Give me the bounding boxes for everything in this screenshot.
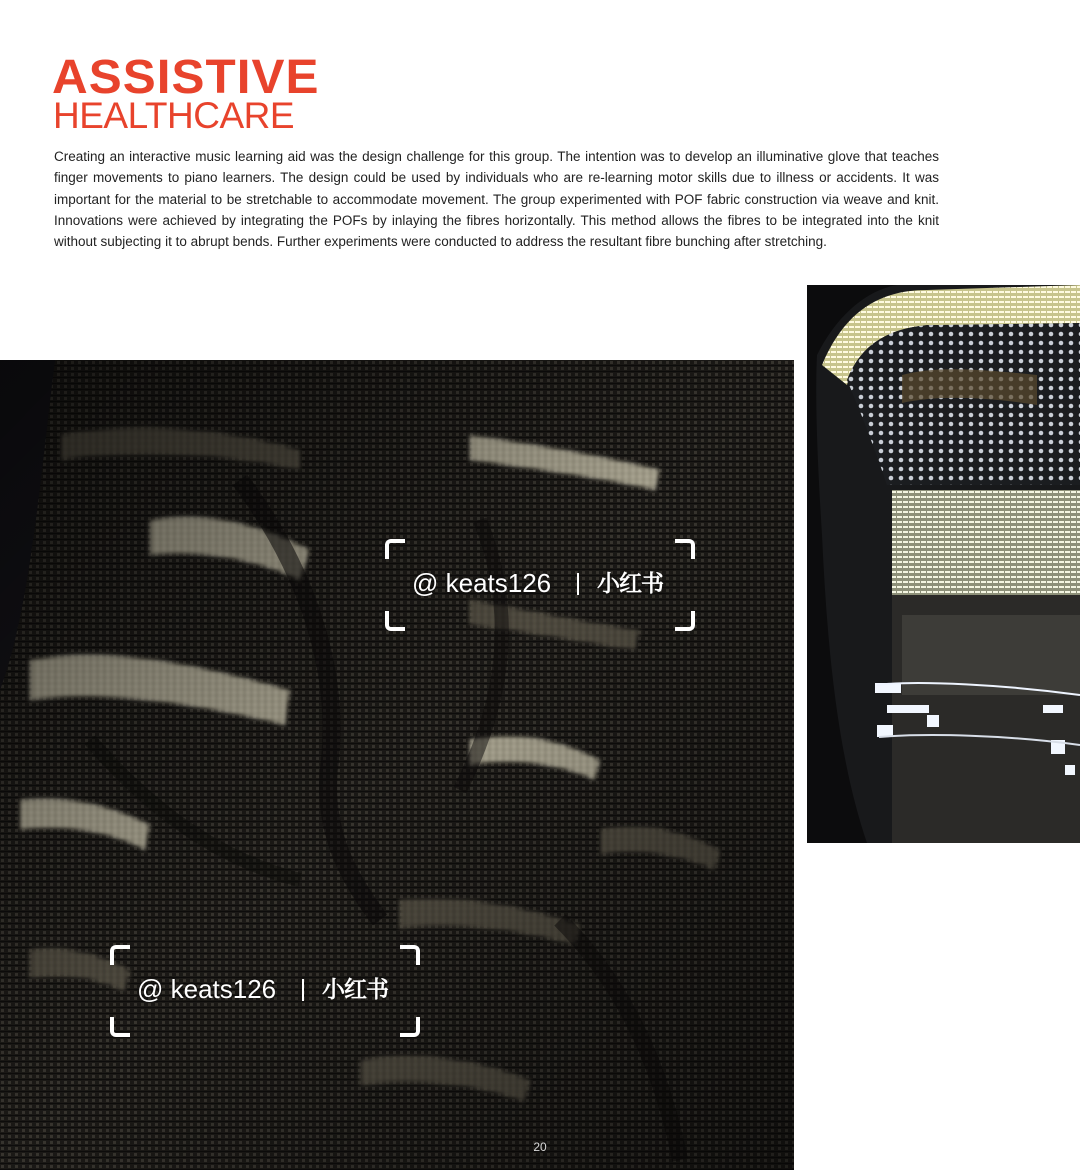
watermark-corner-icon bbox=[400, 1017, 420, 1037]
watermark-corner-icon bbox=[675, 539, 695, 559]
fabric-closeup-image bbox=[0, 360, 794, 1170]
watermark-corner-icon bbox=[400, 945, 420, 965]
watermark-corner-icon bbox=[675, 611, 695, 631]
watermark-handle: @ keats126 bbox=[137, 974, 277, 1004]
watermark-corner-icon bbox=[385, 611, 405, 631]
page-subtitle: HEALTHCARE bbox=[53, 95, 295, 136]
page-number: 20 bbox=[533, 1140, 547, 1154]
page-title: ASSISTIVE bbox=[52, 51, 320, 104]
watermark-brand: 小红书 bbox=[597, 571, 663, 597]
watermark-corner-icon bbox=[385, 539, 405, 559]
watermark-corner-icon bbox=[110, 945, 130, 965]
watermark-separator bbox=[302, 979, 304, 1001]
main-photo bbox=[0, 360, 794, 1170]
watermark bbox=[110, 945, 420, 1037]
body-paragraph: Creating an interactive music learning aid was the design challenge for this group. The intention was to develop an illuminative glove that teaches finger movements to piano learners. The design could be used by individuals who are re-learning motor skills due to illness or accidents. It was important for the material to be stretchable to accommodate movement. The group experimented with POF fabric construction via weave and knit. Innovations were achieved by integrating the POFs by inlaying the fibres horizontally. This method allows the fibres to be integrated into the knit without subjecting it to abrupt bends. Further experiments were conducted to address the resultant fibre bunching after stretching. bbox=[54, 149, 939, 250]
watermark bbox=[385, 539, 695, 631]
watermark-handle: @ keats126 bbox=[412, 568, 552, 598]
watermark-brand: 小红书 bbox=[322, 977, 388, 1003]
watermark-separator bbox=[577, 573, 579, 595]
illuminated-sleeve-image bbox=[807, 285, 1080, 843]
side-photo bbox=[807, 285, 1080, 843]
watermark-corner-icon bbox=[110, 1017, 130, 1037]
